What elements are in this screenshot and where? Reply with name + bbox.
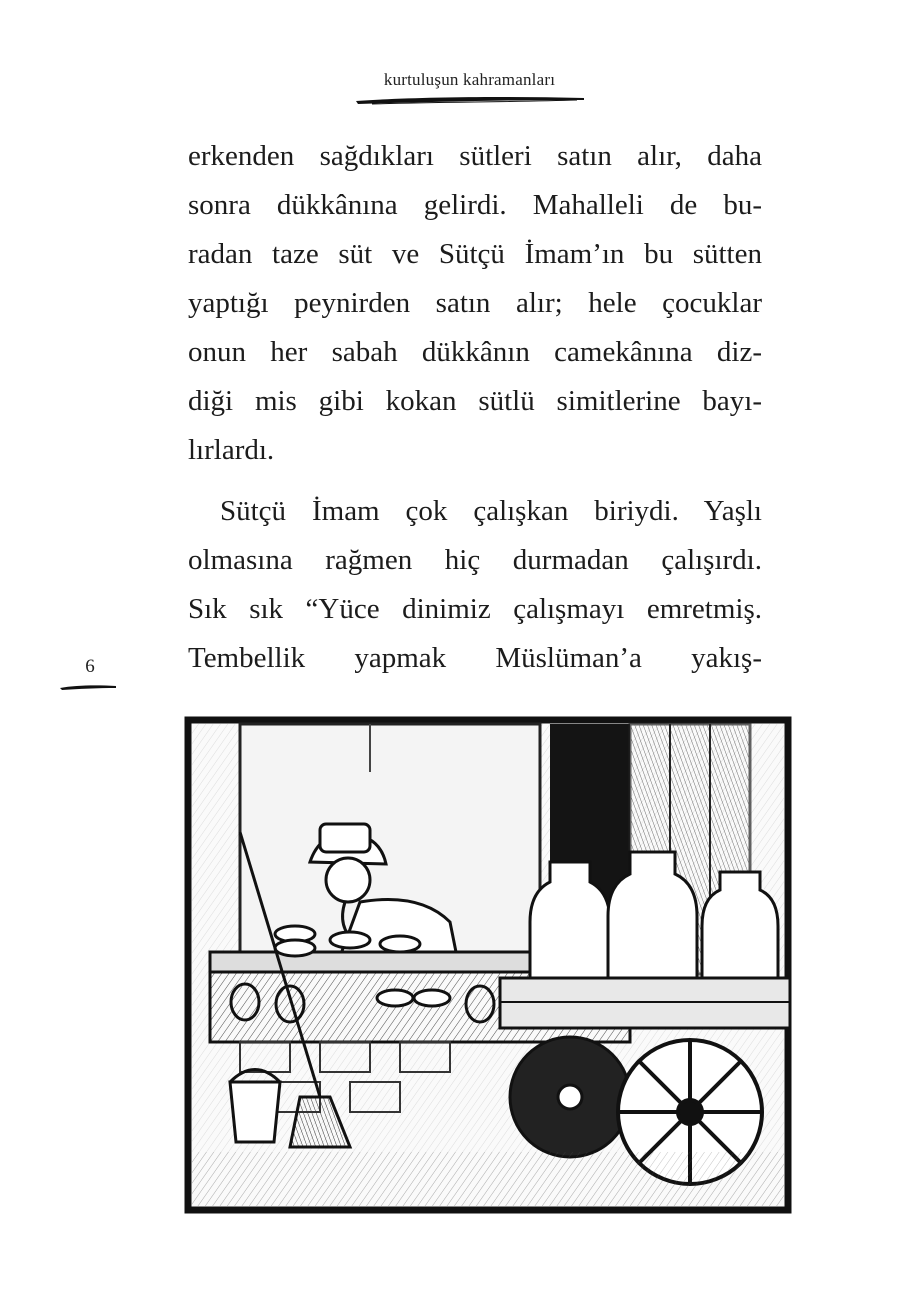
milk-cans [530,852,778,992]
text-line: olmasına rağmen hiç durmadan çalışırdı. [188,544,762,576]
text-line: Sık sık “Yüce dinimiz çalışmayı emretmiş. [188,593,762,625]
running-head [352,70,587,90]
page-number-block [58,656,118,678]
page-number: 6 [85,656,95,677]
page-number-flourish [58,682,118,692]
text-line: lırlardı. [188,434,275,466]
cart-wheel-back [510,1037,630,1157]
text-line: diği mis gibi kokan sütlü simitlerine bayı- [188,385,762,417]
text-line: erkenden sağdıkları sütleri satın alır, daha [188,140,762,172]
text-line: Tembellik yapmak Müslüman’a yakış- [188,642,762,674]
text-line: sonra dükkânına gelirdi. Mahalleli de bu- [188,189,762,221]
text-line: yaptığı peynirden satın alır; hele çocuklar [188,287,762,319]
running-head-title: kurtuluşun kahramanları [383,70,556,89]
text-line: radan taze süt ve Sütçü İmam’ın bu sütten [188,238,762,270]
body-text [188,132,762,683]
running-head-flourish [352,94,587,108]
illustration [170,712,800,1232]
text-line: Sütçü İmam çok çalışkan biriydi. Yaşlı [220,495,762,527]
text-line: onun her sabah dükkânın camekânına diz- [188,336,762,368]
milk-shop-illustration [170,712,800,1232]
